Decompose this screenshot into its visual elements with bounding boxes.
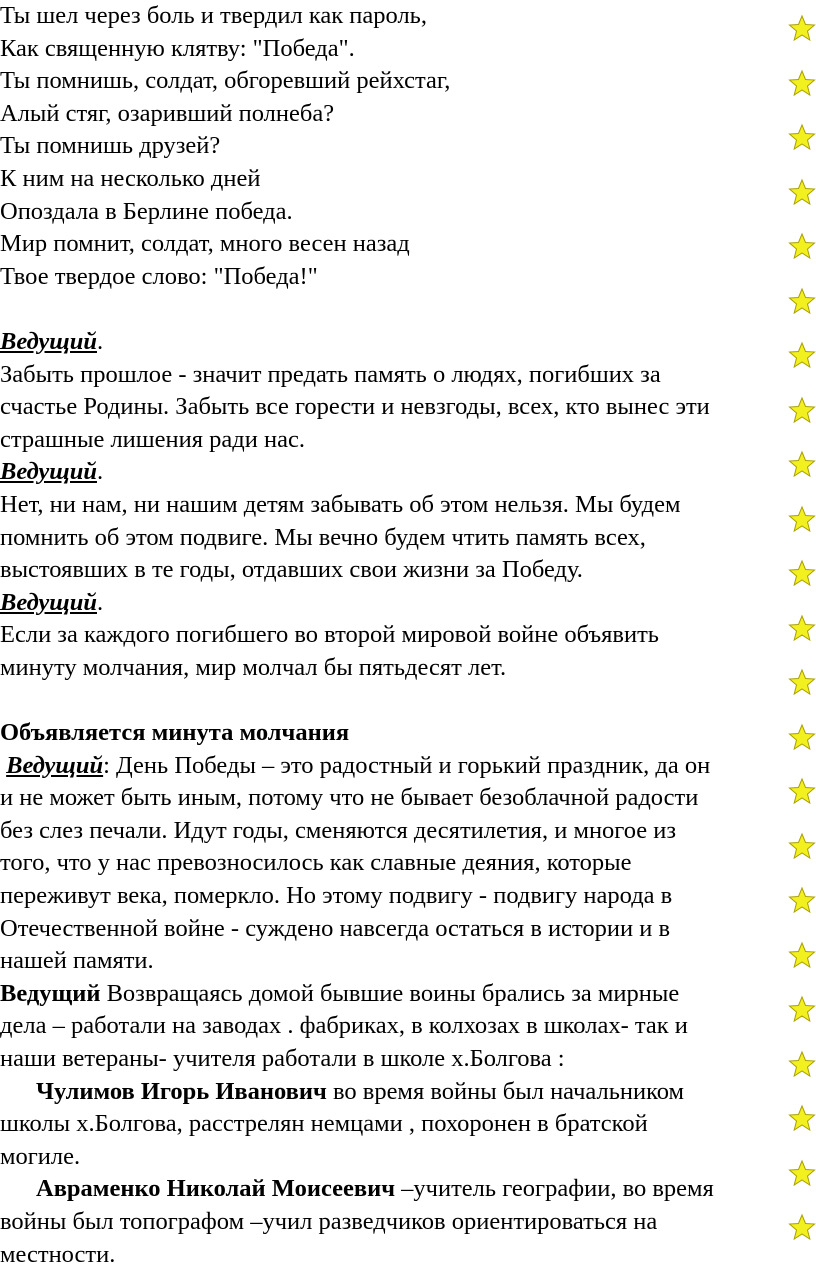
text-line: переживут века, померкло. Но этому подвигу - подвигу народа в xyxy=(0,882,673,910)
star-icon xyxy=(788,1104,816,1132)
paragraph-forgetting xyxy=(0,359,800,457)
star-icon xyxy=(788,1159,816,1187)
text-span: –учитель географии, во время xyxy=(401,1175,714,1203)
teacher-name: Чулимов Игорь Иванович xyxy=(36,1077,327,1105)
poem-line: Твое твердое слово: "Победа!" xyxy=(0,262,318,290)
star-icon xyxy=(788,69,816,97)
text-line: Отечественной войне - суждено навсегда остаться в истории и в xyxy=(0,914,671,942)
star-icon xyxy=(788,123,816,151)
text-line: дела – работали на заводах . фабриках, в колхозах в школах- так и xyxy=(0,1012,688,1040)
poem-line: Ты помнишь, солдат, обгоревший рейхстаг, xyxy=(0,67,451,95)
text-line: Если за каждого погибшего во второй мировой войне объявить xyxy=(0,621,659,649)
star-icon xyxy=(788,396,816,424)
poem-line: Алый стяг, озаривший полнеба? xyxy=(0,99,335,127)
text-line: того, что у нас превозносилось как славные деяния, которые xyxy=(0,849,632,877)
silence-heading: Объявляется минута молчания xyxy=(0,719,350,747)
poem-line: К ним на несколько дней xyxy=(0,164,261,192)
star-icon xyxy=(788,668,816,696)
text-span: День Победы – это радостный и горький праздник, да он xyxy=(116,751,711,779)
teacher-entry-avramenko xyxy=(0,1173,800,1271)
paragraph-remember xyxy=(0,489,800,587)
text-line: без слез печали. Идут годы, сменяются десятилетия, и многое из xyxy=(0,816,677,844)
poem-line: Ты помнишь друзей? xyxy=(0,132,221,160)
text-line: наши ветераны- учителя работали в школе х.Болгова : xyxy=(0,1045,565,1072)
text-line xyxy=(0,1076,800,1109)
star-icon xyxy=(788,450,816,478)
text-line: могиле. xyxy=(0,1142,81,1170)
speaker-heading: Ведущий. xyxy=(0,327,104,355)
text-line: счастье Родины. Забыть все горести и невзгоды, всех, кто вынес эти xyxy=(0,393,710,421)
star-icon xyxy=(788,723,816,751)
teacher-entry-chulimov xyxy=(0,1076,800,1174)
poem-line: Мир помнит, солдат, много весен назад xyxy=(0,230,410,258)
text-span: во время войны был начальником xyxy=(332,1077,685,1105)
star-icon xyxy=(788,995,816,1023)
poem-line: Опоздала в Берлине победа. xyxy=(0,197,293,225)
speaker-label: Ведущий xyxy=(6,751,104,779)
star-icon xyxy=(788,232,816,260)
paragraph-victory-day xyxy=(0,750,800,978)
paragraph-silence xyxy=(0,619,800,684)
text-line: нашей памяти. xyxy=(0,947,154,975)
text-line: местности. xyxy=(0,1240,116,1268)
text-line: Ведущий: День Победы – это радостный и горький праздник, да он xyxy=(6,751,711,779)
speaker-label: Ведущий xyxy=(0,588,97,616)
text-span: Возвращаясь домой бывшие воины брались за мирные xyxy=(106,979,680,1007)
star-icon xyxy=(788,1213,816,1241)
star-icon xyxy=(788,178,816,206)
text-line: школы х.Болгова, расстрелян немцами , похоронен в братской xyxy=(0,1110,648,1138)
speaker-label-bold: Ведущий xyxy=(0,979,101,1007)
text-line xyxy=(0,1173,800,1206)
text-line xyxy=(0,978,800,1011)
text-line: Забыть прошлое - значит предать память о людях, погибших за xyxy=(0,360,661,388)
star-icon xyxy=(788,1050,816,1078)
star-icon xyxy=(788,832,816,860)
text-line: страшные лишения ради нас. xyxy=(0,425,305,453)
text-line: минуту молчания, мир молчал бы пятьдесят лет. xyxy=(0,653,507,681)
text-line: помнить об этом подвиге. Мы вечно будем чтить память всех, xyxy=(0,523,646,551)
paragraph-veterans xyxy=(0,978,800,1076)
star-icon xyxy=(788,941,816,969)
star-icon xyxy=(788,559,816,587)
poem xyxy=(0,0,800,293)
text-line: Нет, ни нам, ни нашим детям забывать об этом нельзя. Мы будем xyxy=(0,490,681,518)
star-border xyxy=(786,0,816,1254)
star-icon xyxy=(788,287,816,315)
text-line: выстоявших в те годы, отдавших свои жизни за Победу. xyxy=(0,556,583,584)
star-icon xyxy=(788,14,816,42)
poem-line: Как священную клятву: "Победа". xyxy=(0,34,355,62)
speaker-label: Ведущий xyxy=(0,458,97,486)
speaker-heading: Ведущий. xyxy=(0,588,104,616)
star-icon xyxy=(788,505,816,533)
star-icon xyxy=(788,614,816,642)
speaker-label: Ведущий xyxy=(0,327,97,355)
text-line: и не может быть иным, потому что не бывает безоблачной радости xyxy=(0,784,699,812)
star-icon xyxy=(788,777,816,805)
star-icon xyxy=(788,341,816,369)
poem-line: Ты шел через боль и твердил как пароль, xyxy=(0,2,427,29)
text-line: войны был топографом –учил разведчиков ориентироваться на xyxy=(0,1207,658,1235)
teacher-name: Авраменко Николай Моисеевич xyxy=(36,1175,396,1203)
speaker-heading: Ведущий. xyxy=(0,458,104,486)
star-icon xyxy=(788,886,816,914)
